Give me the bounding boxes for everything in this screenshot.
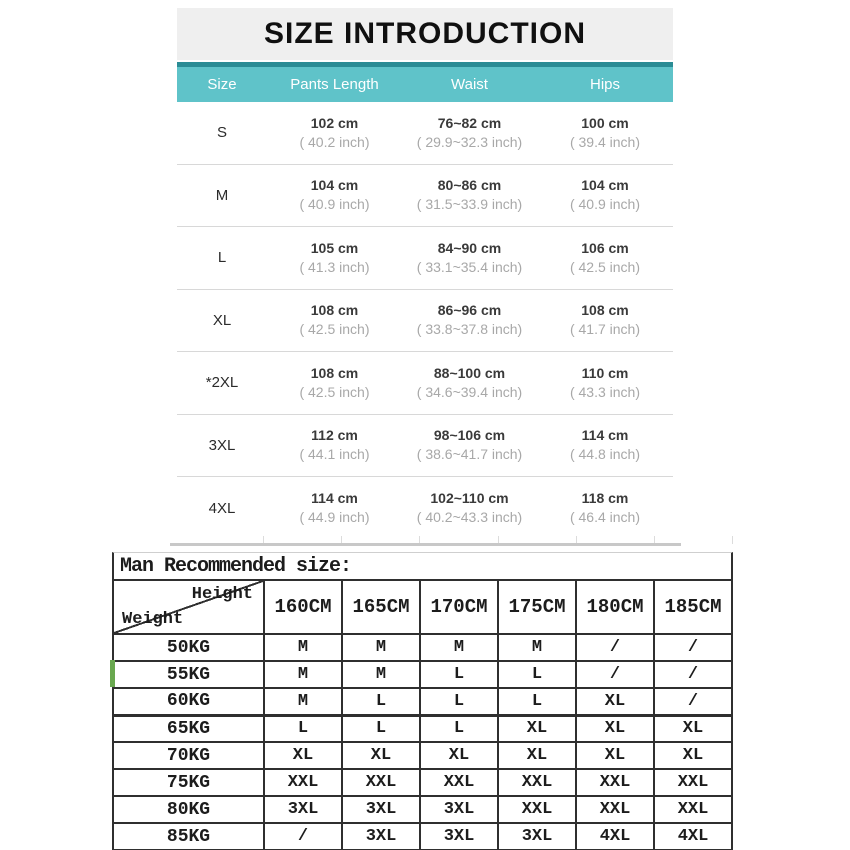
inch-value: ( 44.8 inch) [569, 446, 641, 463]
size-cell: / [576, 661, 654, 688]
size-cell: M [264, 634, 342, 661]
size-row-4xl [177, 477, 673, 540]
height-column-header: 160CM [264, 580, 342, 634]
size-cell: 4XL [654, 823, 732, 850]
height-column-header: 180CM [576, 580, 654, 634]
recommend-row-70kg [113, 742, 732, 769]
size-label: XL [212, 311, 232, 329]
cm-value: 106 cm [581, 239, 629, 256]
size-cell: M [498, 634, 576, 661]
size-row-3xl [177, 415, 673, 478]
cm-value: 88~100 cm [433, 364, 506, 381]
title-banner [177, 8, 673, 60]
recommend-row-55kg [113, 661, 732, 688]
cm-value: 76~82 cm [437, 114, 502, 131]
cm-value: 118 cm [581, 490, 629, 507]
inch-value: ( 43.3 inch) [569, 383, 641, 400]
recommended-size-title: Man Recommended size: [112, 552, 733, 579]
cm-value: 100 cm [581, 114, 629, 131]
size-cell: 3XL [498, 823, 576, 850]
pants-length-cell [267, 364, 402, 402]
size-label: S [216, 124, 227, 142]
weight-row-header: 75KG [113, 769, 264, 796]
header-cell-size: Size [207, 76, 237, 93]
size-table-body [177, 102, 673, 540]
recommended-size-section [112, 552, 733, 850]
inch-value: ( 40.2~43.3 inch) [416, 509, 523, 526]
size-cell: XL [654, 742, 732, 769]
hips-cell [537, 364, 673, 402]
cm-value: 108 cm [310, 302, 359, 319]
inch-value: ( 40.2 inch) [299, 133, 370, 150]
size-cell: / [264, 823, 342, 850]
pants-length-cell [267, 176, 402, 214]
page-title: SIZE INTRODUCTION [264, 17, 586, 50]
cm-value: 102~110 cm [430, 490, 509, 507]
size-cell: / [654, 688, 732, 715]
size-cell: L [420, 661, 498, 688]
size-introduction-section [177, 8, 673, 540]
inch-value: ( 39.4 inch) [569, 133, 641, 150]
height-label: Height [191, 585, 253, 604]
size-row-m [177, 165, 673, 228]
size-cell: XL [576, 742, 654, 769]
cm-value: 110 cm [581, 364, 629, 381]
size-row-l [177, 227, 673, 290]
cm-value: 104 cm [581, 177, 629, 194]
cm-value: 108 cm [310, 364, 359, 381]
size-row-xl [177, 290, 673, 353]
recommend-row-75kg [113, 769, 732, 796]
inch-value: ( 44.1 inch) [299, 446, 370, 463]
hips-cell [537, 114, 673, 152]
cm-value: 84~90 cm [437, 239, 502, 256]
size-cell: M [420, 634, 498, 661]
size-cell: XXL [498, 769, 576, 796]
size-label: M [215, 186, 229, 204]
inch-value: ( 33.8~37.8 inch) [416, 321, 523, 338]
weight-label: Weight [122, 610, 184, 629]
cm-value: 114 cm [311, 490, 358, 507]
inch-value: ( 42.5 inch) [299, 383, 370, 400]
weight-row-header: 85KG [113, 823, 264, 850]
waist-cell [402, 489, 537, 527]
size-cell: L [264, 715, 342, 742]
size-cell: / [576, 634, 654, 661]
size-label: *2XL [205, 374, 239, 392]
size-label: 3XL [208, 436, 236, 454]
waist-cell [402, 364, 537, 402]
height-column-header: 185CM [654, 580, 732, 634]
cm-value: 80~86 cm [437, 177, 502, 194]
header-cell-hips: Hips [589, 76, 620, 93]
weight-row-header: 55KG [113, 661, 264, 688]
table-divider-line [170, 543, 681, 546]
inch-value: ( 46.4 inch) [569, 509, 641, 526]
inch-value: ( 38.6~41.7 inch) [416, 446, 523, 463]
size-cell: XL [420, 742, 498, 769]
pants-length-cell [267, 489, 402, 527]
size-cell: M [342, 634, 420, 661]
waist-cell [402, 176, 537, 214]
size-cell: XXL [654, 796, 732, 823]
recommend-header-row [113, 580, 732, 634]
inch-value: ( 31.5~33.9 inch) [416, 196, 523, 213]
size-cell: L [342, 715, 420, 742]
size-row-2xl [177, 352, 673, 415]
size-cell: 3XL [420, 823, 498, 850]
recommend-row-85kg [113, 823, 732, 850]
cm-value: 102 cm [310, 114, 359, 131]
weight-row-header: 60KG [113, 688, 264, 715]
header-cell-waist: Waist [451, 76, 488, 93]
size-cell: L [420, 688, 498, 715]
pants-length-cell [267, 426, 402, 464]
size-cell: 4XL [576, 823, 654, 850]
size-cell: XL [576, 715, 654, 742]
cm-value: 86~96 cm [437, 302, 502, 319]
size-cell: 3XL [342, 796, 420, 823]
inch-value: ( 40.9 inch) [569, 196, 641, 213]
size-cell: 3XL [342, 823, 420, 850]
size-cell: L [498, 661, 576, 688]
size-cell: M [342, 661, 420, 688]
size-cell: / [654, 634, 732, 661]
inch-value: ( 42.5 inch) [569, 258, 641, 275]
recommend-row-50kg [113, 634, 732, 661]
size-cell: XXL [420, 769, 498, 796]
waist-cell [402, 114, 537, 152]
cm-value: 104 cm [310, 177, 359, 194]
weight-row-header: 50KG [113, 634, 264, 661]
hips-cell [537, 426, 673, 464]
recommended-table [112, 579, 733, 850]
hips-cell [537, 239, 673, 277]
corner-cell [113, 580, 264, 634]
cm-value: 98~106 cm [433, 427, 506, 444]
size-cell: M [264, 661, 342, 688]
size-cell: L [420, 715, 498, 742]
recommend-row-65kg [113, 715, 732, 742]
height-column-header: 170CM [420, 580, 498, 634]
size-cell: XXL [576, 769, 654, 796]
inch-value: ( 33.1~35.4 inch) [416, 258, 523, 275]
inch-value: ( 41.7 inch) [569, 321, 641, 338]
size-cell: XL [264, 742, 342, 769]
size-cell: XL [498, 742, 576, 769]
size-row-s [177, 102, 673, 165]
weight-row-header: 65KG [113, 715, 264, 742]
recommend-row-60kg [113, 688, 732, 715]
size-cell: 3XL [264, 796, 342, 823]
inch-value: ( 44.9 inch) [299, 509, 370, 526]
inch-value: ( 40.9 inch) [299, 196, 370, 213]
height-column-header: 175CM [498, 580, 576, 634]
hips-cell [537, 489, 673, 527]
size-label: L [217, 249, 227, 267]
size-table-header-row [177, 67, 673, 102]
weight-row-header: 80KG [113, 796, 264, 823]
cm-value: 114 cm [581, 427, 629, 444]
inch-value: ( 29.9~32.3 inch) [416, 133, 523, 150]
size-cell: / [654, 661, 732, 688]
hips-cell [537, 176, 673, 214]
size-cell: XXL [498, 796, 576, 823]
pants-length-cell [267, 239, 402, 277]
cm-value: 105 cm [310, 239, 359, 256]
inch-value: ( 41.3 inch) [299, 258, 370, 275]
inch-value: ( 42.5 inch) [299, 321, 370, 338]
waist-cell [402, 301, 537, 339]
size-label: 4XL [208, 499, 236, 517]
size-cell: XL [654, 715, 732, 742]
size-cell: XL [576, 688, 654, 715]
size-cell: XL [342, 742, 420, 769]
pants-length-cell [267, 301, 402, 339]
size-cell: XXL [576, 796, 654, 823]
cm-value: 108 cm [581, 302, 629, 319]
recommend-row-80kg [113, 796, 732, 823]
green-selection-marker [110, 660, 115, 687]
size-cell: XXL [654, 769, 732, 796]
size-cell: XXL [342, 769, 420, 796]
weight-row-header: 70KG [113, 742, 264, 769]
size-cell: L [498, 688, 576, 715]
header-cell-pants-length: Pants Length [290, 76, 379, 93]
size-cell: XL [498, 715, 576, 742]
hips-cell [537, 301, 673, 339]
size-cell: 3XL [420, 796, 498, 823]
height-column-header: 165CM [342, 580, 420, 634]
size-cell: L [342, 688, 420, 715]
inch-value: ( 34.6~39.4 inch) [416, 383, 523, 400]
waist-cell [402, 426, 537, 464]
cm-value: 112 cm [311, 427, 358, 444]
size-cell: M [264, 688, 342, 715]
waist-cell [402, 239, 537, 277]
size-cell: XXL [264, 769, 342, 796]
pants-length-cell [267, 114, 402, 152]
